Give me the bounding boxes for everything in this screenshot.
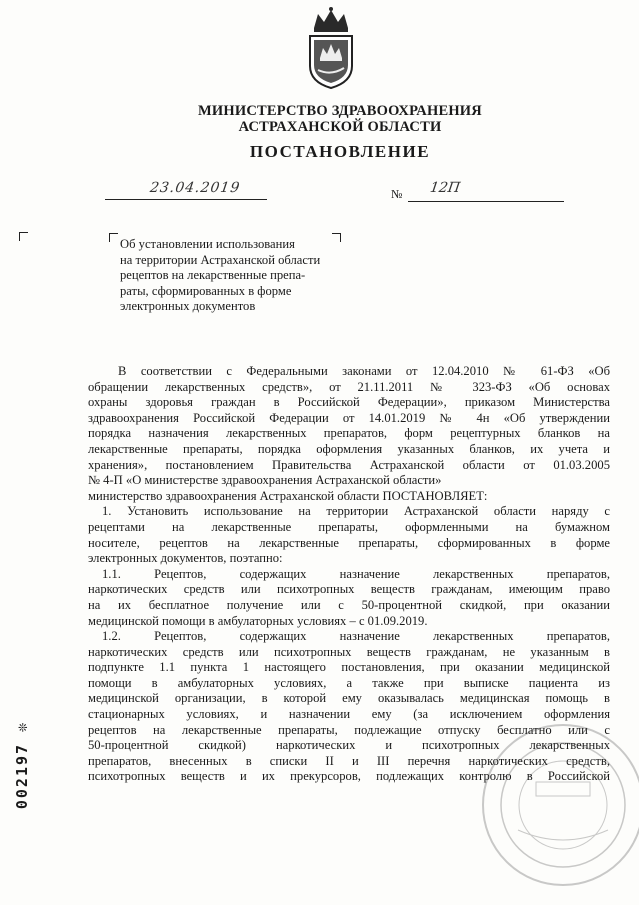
serial-number-text: 002197 ❊	[13, 720, 31, 810]
body-line: министерство здравоохранения Астраханской области ПОСТАНОВЛЯЕТ:	[88, 488, 488, 503]
body-line: лекарственные препараты, порядка оформления указанных бланков, их учета и	[88, 441, 610, 456]
date-underline	[105, 199, 267, 200]
body-line: порядка назначения лекарственных препаратов, форм рецептурных бланков на	[88, 426, 610, 441]
body-line: на их бесплатное получение или с 50-процентной скидкой, при оказании	[88, 597, 610, 612]
subject-line: рецептов на лекарственные препа-	[120, 268, 306, 283]
body-line: рецептов на лекарственные препараты, подлежащие отпуску бесплатно или с	[88, 722, 610, 737]
body-line: наркотических средств или психотропных веществ гражданам, не указанным в	[88, 644, 610, 659]
body-line: наркотических средств или психотропных веществ гражданам, имеющим право	[88, 582, 610, 597]
body-line: здравоохранения Российской Федерации от 14.01.2019 № 4н «Об утверждении	[88, 410, 610, 425]
number-sign: №	[391, 187, 403, 201]
body-line: 50-процентной скидкой) наркотических и психотропных лекарственных	[88, 738, 610, 753]
ministry-name-line1: МИНИСТЕРСТВО ЗДРАВООХРАНЕНИЯ	[198, 103, 482, 119]
body-line: 1.2. Рецептов, содержащих назначение лекарственных препаратов,	[102, 629, 610, 644]
body-line: хранения», постановлением Правительства Астраханской области от 01.03.2005	[88, 457, 610, 472]
body-line: препаратов, внесенных в списки II и III перечня наркотических средств,	[88, 753, 610, 768]
number-underline	[408, 201, 564, 202]
document-subject	[120, 237, 380, 315]
serial-number	[10, 710, 34, 820]
subject-line: на территории Астраханской области	[120, 252, 321, 267]
ministry-name-line2: АСТРАХАНСКОЙ ОБЛАСТИ	[238, 119, 442, 135]
corner-mark	[109, 233, 118, 242]
body-line: 1. Установить использование на территории Астраханской области наряду с	[102, 504, 610, 519]
document-number: 12П	[428, 180, 462, 196]
body-line: рецептами на лекарственные препараты, оформленными на бумажном	[88, 519, 610, 534]
body-line: электронных документов, поэтапно:	[88, 551, 283, 566]
body-line: медицинской помощи в амбулаторных условиях – с 01.09.2019.	[88, 613, 428, 628]
body-line: медицинской организации, в которой ему оказывалась медицинская помощь в	[88, 691, 610, 706]
corner-mark	[19, 232, 28, 241]
body-line: стационарных условиях, и назначении ему (за исключением оформления	[88, 707, 610, 722]
subject-line: раты, сформированных в форме	[120, 283, 292, 298]
coat-of-arms-icon	[300, 6, 362, 92]
body-line: В соответствии с Федеральными законами от 12.04.2010 № 61-ФЗ «Об	[118, 364, 610, 378]
body-line: подпункте 1.1 пункта 1 настоящего постановления, при оказании медицинской	[88, 660, 610, 675]
body-line: 1.1. Рецептов, содержащих назначение лекарственных препаратов,	[102, 566, 610, 581]
body-line: охраны здоровья граждан в Российской Федерации», приказом Министерства	[88, 395, 610, 410]
round-stamp-icon	[478, 720, 639, 890]
body-line: помощи в амбулаторных условиях, а также при выписке пациента из	[88, 675, 610, 690]
body-line: носителе, рецептов на лекарственные препараты, сформированных в форме	[88, 535, 610, 550]
subject-line: электронных документов	[120, 299, 256, 314]
body-line: № 4-П «О министерстве здравоохранения Астраханской области»	[88, 473, 442, 488]
body-line: обращении лекарственных средств», от 21.11.2011 № 323-ФЗ «Об основах	[88, 379, 610, 394]
body-line: психотропных веществ и их прекурсоров, подлежащих контролю в Российской	[88, 769, 610, 784]
subject-line: Об установлении использования	[120, 237, 295, 251]
document-date: 23.04.2019	[148, 180, 242, 196]
document-type-title: ПОСТАНОВЛЕНИЕ	[249, 142, 431, 161]
